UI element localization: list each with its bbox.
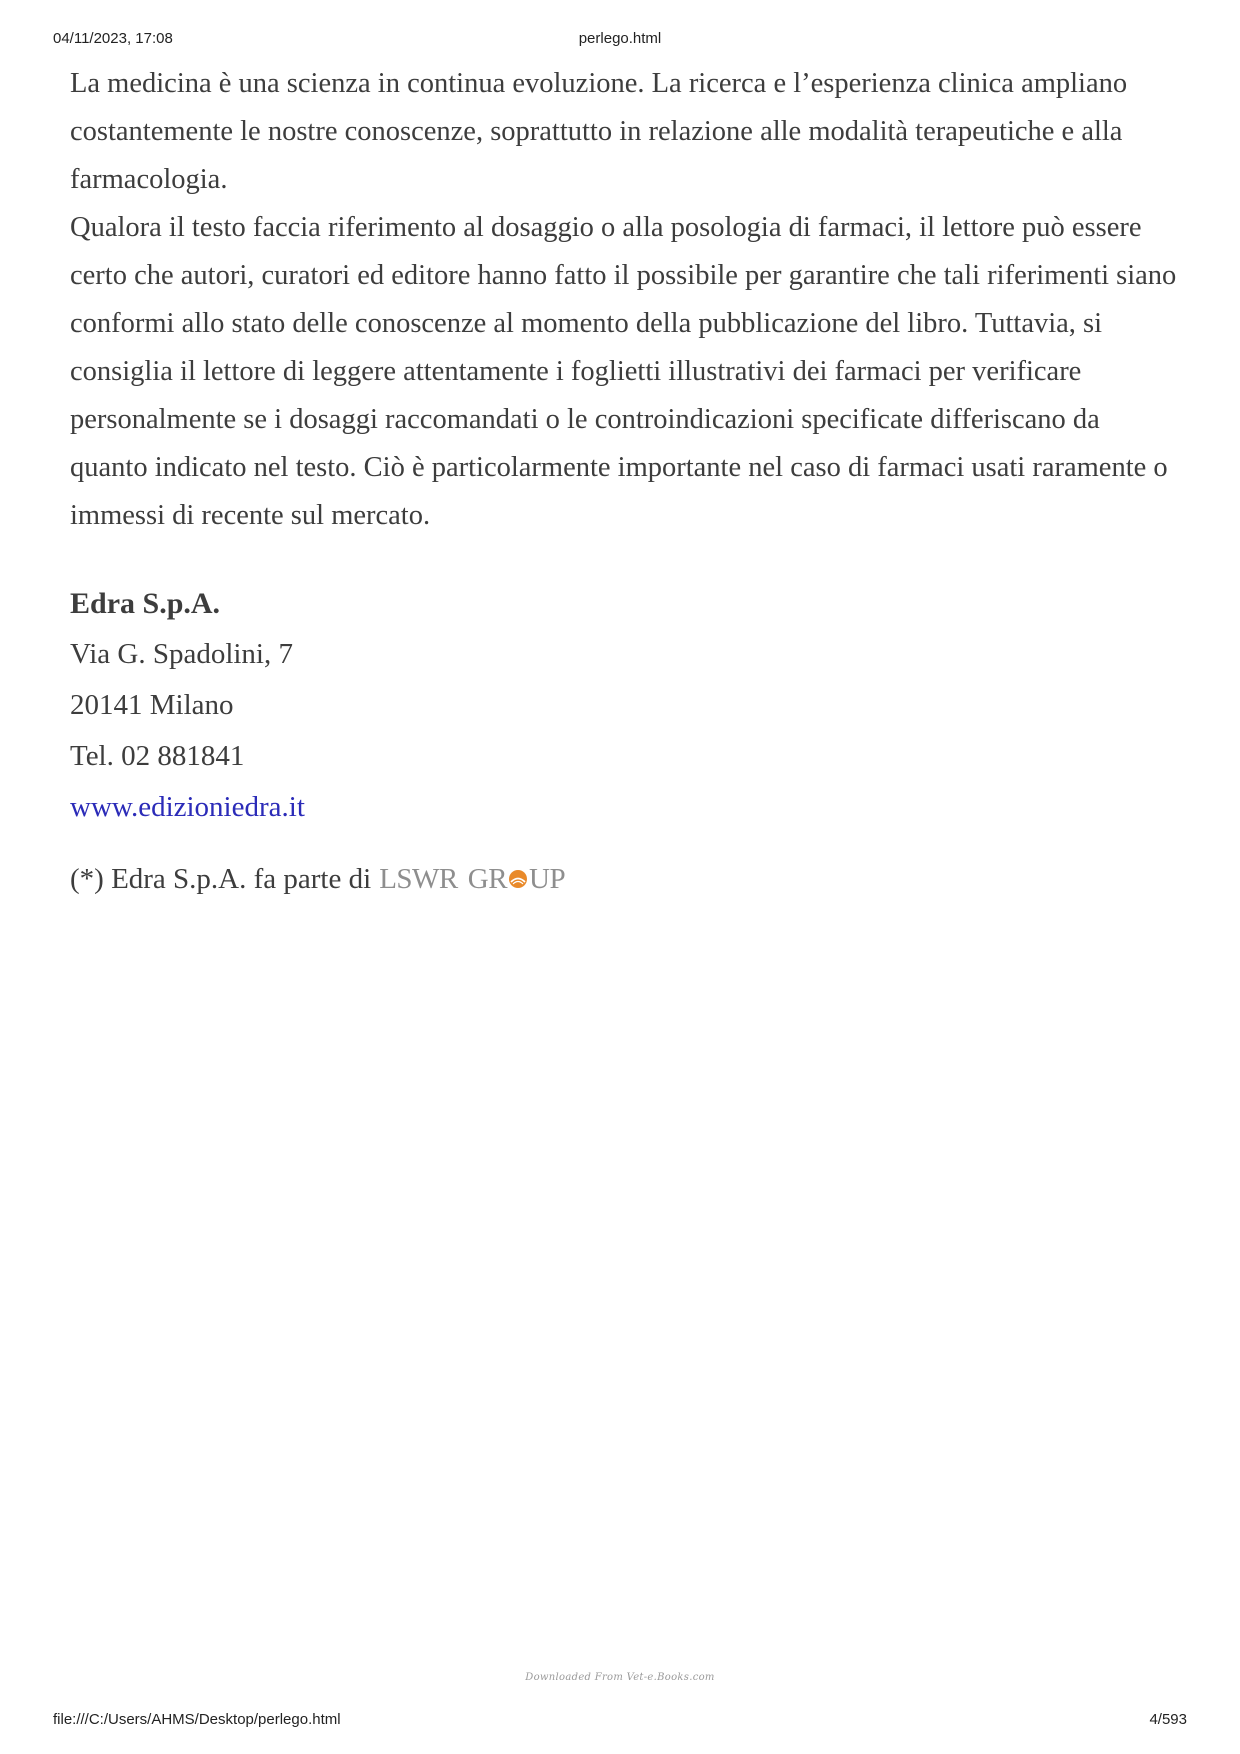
- logo-text-lswr: LSWR: [379, 863, 458, 895]
- publisher-phone: Tel. 02 881841: [70, 740, 245, 772]
- print-file-path: file:///C:/Users/AHMS/Desktop/perlego.html: [53, 1711, 341, 1728]
- disclaimer-paragraph-1: La medicina è una scienza in continua evoluzione. La ricerca e l’esperienza clinica ampliano costantemente le nostre conoscenze, soprattutto in relazione alle modalità terapeutiche e alla farmacologia.: [70, 68, 1128, 195]
- print-page-number: 4/593: [1149, 1711, 1187, 1728]
- document-content: [70, 60, 1180, 899]
- publisher-website-link[interactable]: www.edizioniedra.it: [70, 791, 305, 823]
- publisher-street: Via G. Spadolini, 7: [70, 638, 293, 670]
- publisher-name: Edra S.p.A.: [70, 587, 221, 620]
- logo-text-up: UP: [529, 863, 566, 895]
- publisher-city: 20141 Milano: [70, 689, 234, 721]
- logo-text-gr: GR: [467, 863, 508, 895]
- print-header: [53, 30, 1187, 50]
- group-note: (*) Edra S.p.A. fa parte di: [70, 863, 372, 895]
- download-watermark: Downloaded From Vet-e.Books.com: [525, 1672, 715, 1683]
- medical-disclaimer: [70, 60, 1180, 540]
- lswr-group-logo: [379, 859, 565, 899]
- print-datetime: 04/11/2023, 17:08: [53, 30, 173, 47]
- sun-icon: [507, 868, 529, 890]
- disclaimer-paragraph-2: Qualora il testo faccia riferimento al dosaggio o alla posologia di farmaci, il lettore può essere certo che autori, curatori ed editore hanno fatto il possibile per garantire che tali riferimenti siano conformi allo stato delle conoscenze al momento della pubblicazione del libro. Tuttavia, si consiglia il lettore di leggere attentamente i foglietti illustrativi dei farmaci per verificare personalmente se i dosaggi raccomandati o le controindicazioni specificate differiscano da quanto indicato nel testo. Ciò è particolarmente importante nel caso di farmaci usati raramente o immessi di recente sul mercato.: [70, 212, 1177, 531]
- group-membership: [70, 859, 1180, 899]
- print-page-title: perlego.html: [578, 30, 662, 47]
- print-footer: [53, 1711, 1187, 1731]
- publisher-block: [70, 578, 1180, 833]
